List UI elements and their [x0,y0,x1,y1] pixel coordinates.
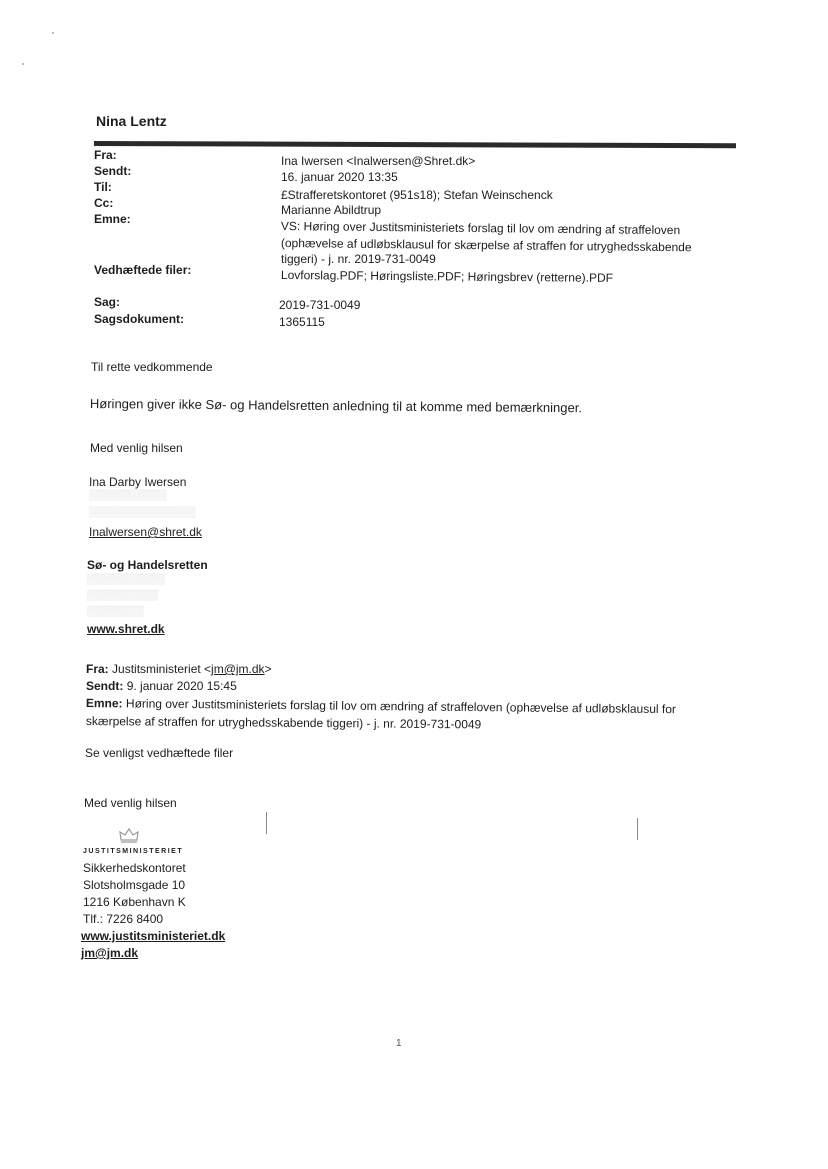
redacted-line: ▒▒▒▒▒▒▒▒▒▒▒ [89,490,167,501]
page-mark: 1 [396,1038,402,1049]
salutation: Til rette vedkommende [91,360,213,374]
signature-email-link[interactable]: Inalwersen@shret.dk [89,525,202,539]
fwd-subject-text-1: Høring over Justitsministeriets forslag til lov om ændring af straffeloven (ophævelse af udløbsklausul for [125,696,677,717]
scan-speck [22,63,24,65]
casedoc-label: Sagsdokument: [94,312,185,326]
redacted-line: ▒▒▒▒▒▒▒▒▒▒▒▒▒▒▒ [89,507,196,518]
fwd-sent-label: Sendt: [86,679,124,693]
fwd-closing: Med venlig hilsen [84,796,177,810]
crown-icon [118,826,140,844]
cc-label: Cc: [94,196,114,210]
fwd-from-close: > [264,662,272,676]
case-value: 2019-731-0049 [279,298,361,312]
redacted-line: ▒▒▒▒▒▒▒▒▒▒▒ [87,574,165,585]
subject-line-2: (ophævelse af udløbsklausul for skærpelse af straffen for utryghedsskabende [280,236,692,255]
attachments-label: Vedhæftede filer: [94,263,192,277]
fwd-subject-label: Emne: [85,696,123,711]
fwd-from-name: Justitsministeriet < [112,662,212,676]
to-value: £Strafferetskontoret (951s18); Stefan Weinschenck [281,188,553,202]
fwd-sent-line [86,679,237,693]
header-name: Nina Lentz [96,113,167,129]
case-label: Sag: [94,295,121,309]
from-label: Fra: [94,148,117,162]
scan-tick [637,818,638,840]
ministry-logo-text: JUSTITSMINISTERIET [83,848,184,855]
signature-website-link[interactable]: www.shret.dk [87,622,165,636]
fwd-subject-line-2: skærpelse af straffen for utryghedsskabende tiggeri) - j. nr. 2019-731-0049 [85,714,482,732]
casedoc-value: 1365115 [279,315,325,329]
signature-name: Ina Darby Iwersen [89,475,187,489]
fwd-from-label: Fra: [86,662,109,676]
fwd-from-email-link[interactable]: jm@jm.dk [211,662,265,676]
subject-line-1: VS: Høring over Justitsministeriets forslag til lov om ændring af straffeloven [280,219,681,238]
subject-line-3: tiggeri) - j. nr. 2019-731-0049 [281,252,436,266]
sent-label: Sendt: [94,164,132,178]
subject-label: Emne: [94,212,131,226]
to-label: Til: [94,180,112,194]
redacted-line: ▒▒▒▒▒▒▒▒ [87,606,144,617]
header-rule [94,141,736,148]
ministry-phone: Tlf.: 7226 8400 [83,912,164,926]
message: Høringen giver ikke Sø- og Handelsretten anledning til at komme med bemærkninger. [89,396,583,416]
ministry-street: Slotsholmsgade 10 [83,878,186,892]
scan-speck [52,32,54,34]
fwd-note: Se venligst vedhæftede filer [85,746,234,760]
attachments-value[interactable]: Lovforslag.PDF; Høringsliste.PDF; Høringsbrev (retterne).PDF [280,268,614,285]
ministry-office: Sikkerhedskontoret [83,861,186,875]
ministry-city: 1216 København K [83,895,186,909]
fwd-from-line [86,662,272,676]
fwd-sent-value: 9. januar 2020 15:45 [126,679,237,693]
scan-tick [266,812,267,834]
ministry-website-link[interactable]: www.justitsministeriet.dk [81,929,226,943]
sent-value: 16. januar 2020 13:35 [281,170,398,184]
cc-value: Marianne Abildtrup [281,203,382,217]
redacted-line: ▒▒▒▒▒▒▒▒▒▒ [87,590,158,601]
fwd-subject-line-1 [86,696,676,716]
from-value: Ina Iwersen <Inalwersen@Shret.dk> [281,154,476,168]
signature-org: Sø- og Handelsretten [87,558,208,572]
closing: Med venlig hilsen [90,441,183,455]
ministry-email-link[interactable]: jm@jm.dk [81,946,139,960]
